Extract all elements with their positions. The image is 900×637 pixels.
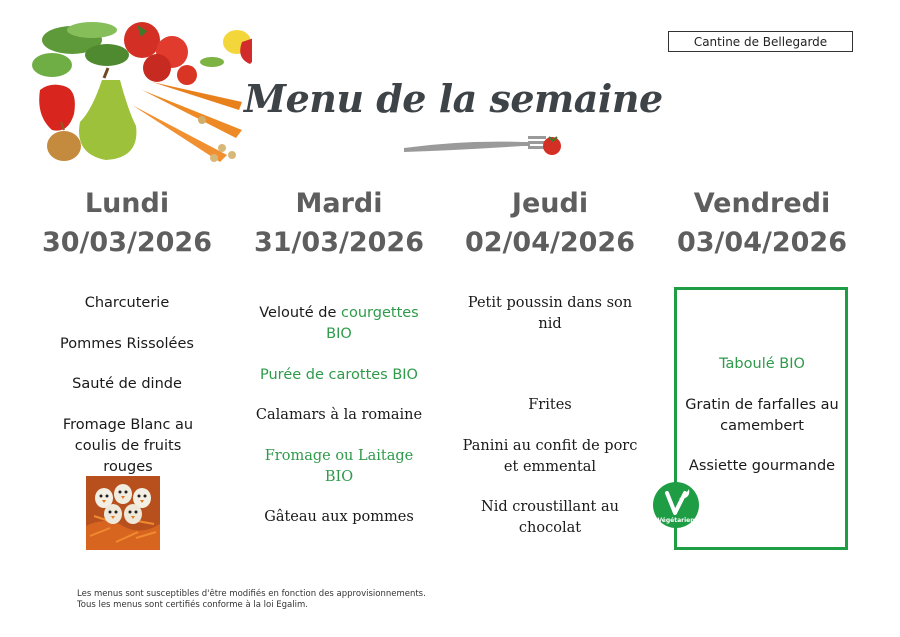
menu-item: Pommes Rissolées <box>60 336 194 352</box>
day-name: Mardi <box>295 188 383 219</box>
canteen-name-box: Cantine de Bellegarde <box>668 31 853 52</box>
menu-item <box>253 303 425 345</box>
menu-item: Fromage Blanc au coulis de fruits rouges <box>62 417 194 475</box>
menu-item: Frites <box>528 397 572 413</box>
day-date: 03/04/2026 <box>676 227 847 258</box>
vegetarian-label: Végétarien <box>657 517 695 524</box>
day-heading-vendredi <box>656 184 868 262</box>
menu-item-bio: Taboulé BIO <box>719 356 805 372</box>
day-heading-mardi <box>233 184 445 262</box>
menu-item: Assiette gourmande <box>688 458 836 474</box>
day-heading-lundi <box>21 184 233 262</box>
menu-item-prefix: Velouté de <box>259 305 342 321</box>
menu-item: Gratin de farfalles au camembert <box>685 397 839 434</box>
day-date: 30/03/2026 <box>41 227 212 258</box>
day-date: 02/04/2026 <box>464 227 635 258</box>
day-heading-jeudi <box>444 184 656 262</box>
day-name: Lundi <box>84 188 170 219</box>
menu-item: Petit poussin dans son nid <box>467 295 633 332</box>
menu-item: Gâteau aux pommes <box>264 509 414 525</box>
menu-item: Sauté de dinde <box>72 376 182 392</box>
fork-with-tomato-icon <box>402 128 567 160</box>
vegetarian-leaf-icon <box>652 481 700 529</box>
day-name: Vendredi <box>693 188 831 219</box>
menu-item: Panini au confit de porc et emmental <box>462 438 638 475</box>
page-title: Menu de la semaine <box>244 76 663 121</box>
day-date: 31/03/2026 <box>253 227 424 258</box>
menu-item-bio: Purée de carottes BIO <box>260 367 418 383</box>
menu-item-bio: Fromage ou Laitage BIO <box>264 448 414 485</box>
menu-item: Nid croustillant au chocolat <box>481 499 619 536</box>
bio-label: courgettes BIO <box>326 305 419 342</box>
menu-item: Calamars à la romaine <box>255 407 423 423</box>
menu-item: Charcuterie <box>84 295 170 311</box>
footer-line: Tous les menus sont certifiés conforme à la loi Egalim. <box>77 600 308 610</box>
vegetables-illustration <box>32 20 252 170</box>
footer-note <box>77 589 426 611</box>
day-name: Jeudi <box>511 188 589 219</box>
chick-nest-photo <box>86 476 160 550</box>
footer-line: Les menus sont susceptibles d'être modifiés en fonction des approvisionnements. <box>77 589 426 599</box>
